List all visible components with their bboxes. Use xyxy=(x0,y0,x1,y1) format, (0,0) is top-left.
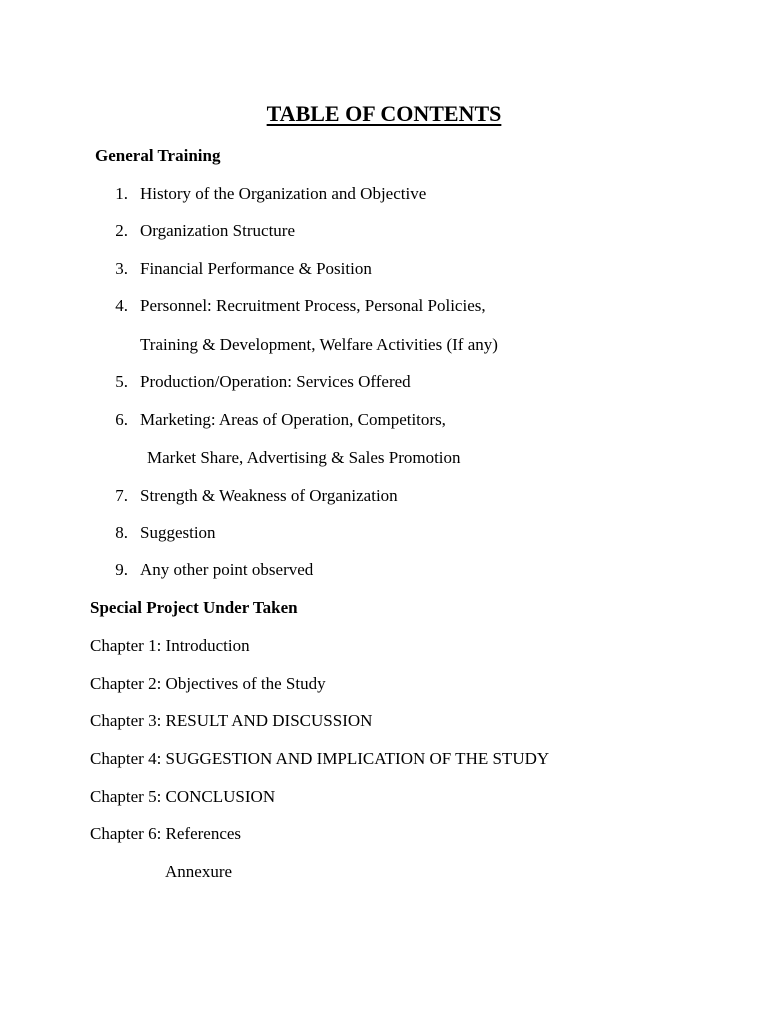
toc-item-text: Financial Performance & Position xyxy=(140,259,372,278)
annexure-entry: Annexure xyxy=(165,862,233,881)
chapter-entry: Chapter 6: References xyxy=(90,824,242,843)
toc-item-text: Personnel: Recruitment Process, Personal Policies, xyxy=(140,296,486,315)
chapter-entry: Chapter 5: CONCLUSION xyxy=(90,787,276,806)
toc-item-text: Marketing: Areas of Operation, Competitors, xyxy=(140,410,446,429)
toc-item-text: Strength & Weakness of Organization xyxy=(140,486,398,505)
toc-item-number: 9. xyxy=(115,560,128,579)
chapter-entry: Chapter 2: Objectives of the Study xyxy=(90,674,326,693)
toc-item-number: 3. xyxy=(115,259,128,278)
chapter-entry: Chapter 1: Introduction xyxy=(90,636,250,655)
toc-item-number: 1. xyxy=(115,184,128,203)
chapter-entry: Chapter 4: SUGGESTION AND IMPLICATION OF THE STUDY xyxy=(90,749,550,768)
toc-item-text-continued: Market Share, Advertising & Sales Promotion xyxy=(147,448,461,467)
toc-item-text: Any other point observed xyxy=(140,560,314,579)
special-project-heading: Special Project Under Taken xyxy=(90,598,298,617)
toc-item-number: 6. xyxy=(115,410,128,429)
toc-item-text: Suggestion xyxy=(140,523,216,542)
toc-item-number: 8. xyxy=(115,523,128,542)
general-training-heading: General Training xyxy=(95,146,221,165)
toc-item-text: Production/Operation: Services Offered xyxy=(140,372,411,391)
toc-item-number: 7. xyxy=(115,486,128,505)
chapter-entry: Chapter 3: RESULT AND DISCUSSION xyxy=(90,711,373,730)
toc-item-text: Organization Structure xyxy=(140,221,296,240)
toc-item-number: 4. xyxy=(115,296,128,315)
toc-item-number: 2. xyxy=(115,221,128,240)
page-title: TABLE OF CONTENTS xyxy=(266,101,502,126)
toc-item-text: History of the Organization and Objective xyxy=(140,184,427,203)
toc-item-number: 5. xyxy=(115,372,128,391)
toc-item-text-continued: Training & Development, Welfare Activities (If any) xyxy=(140,335,498,354)
